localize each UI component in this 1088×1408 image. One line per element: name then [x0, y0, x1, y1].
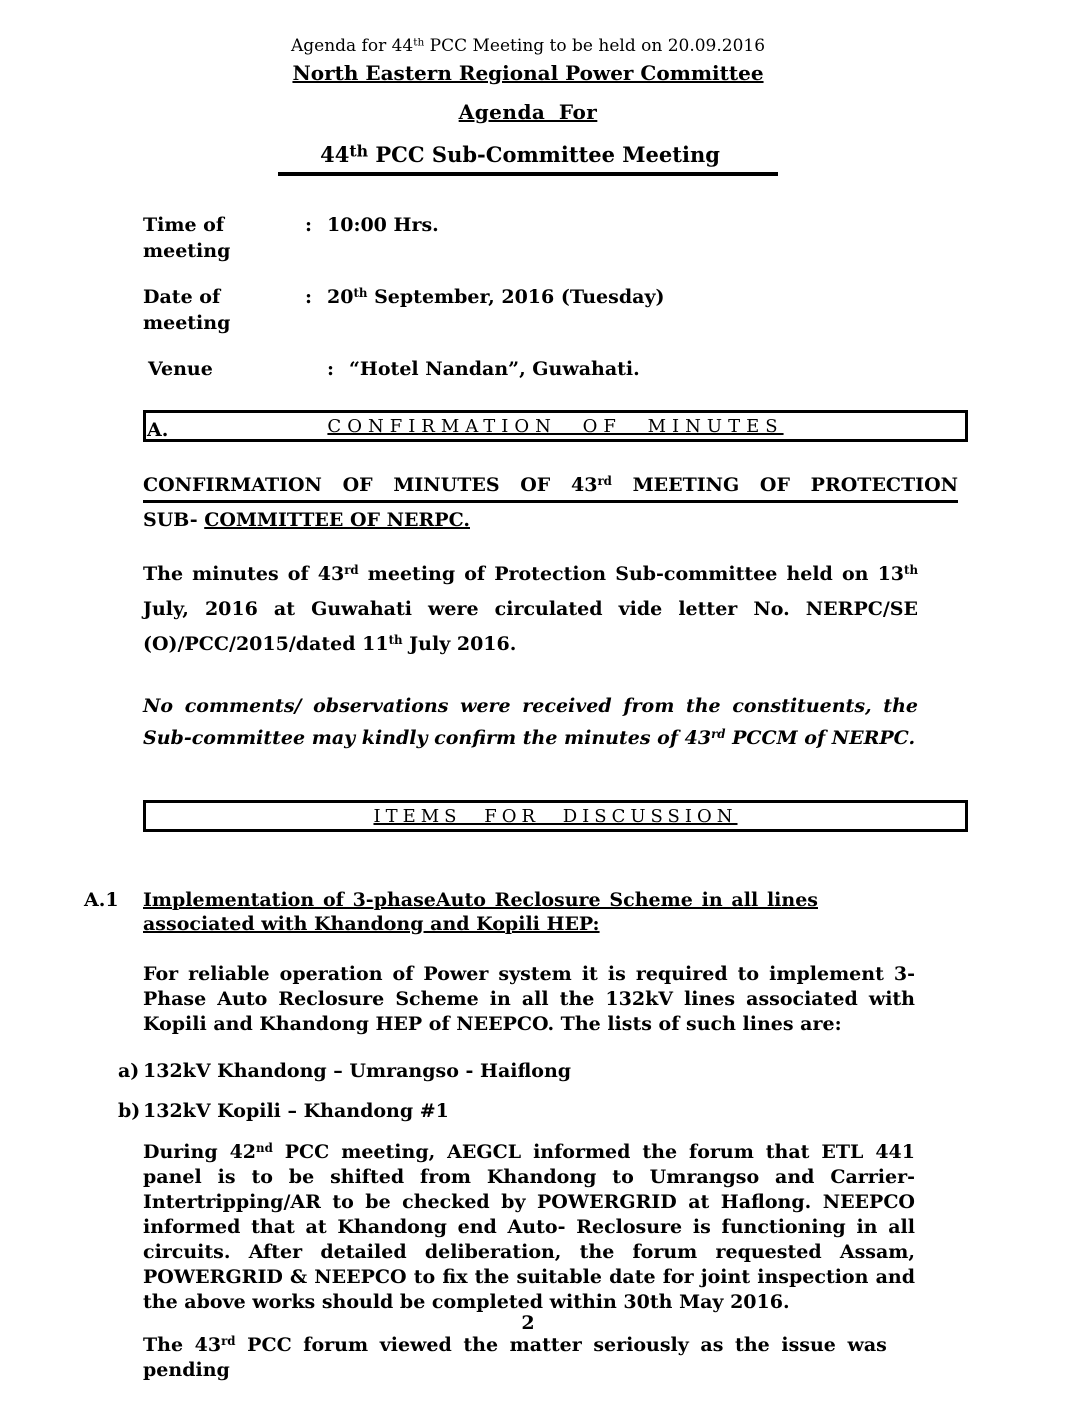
list-item: [118, 1059, 913, 1084]
item-a1-heading-block: [84, 888, 913, 936]
item-a1-closing-paragraph: The 43rd PCC forum viewed the matter seriously as the issue was pending: [143, 1334, 887, 1381]
agenda-for-title: Agenda For: [458, 100, 598, 124]
item-a1-heading-line1: Implementation of 3-phaseAuto Reclosure Scheme in all lines: [143, 889, 818, 911]
meeting-time-separator: :: [305, 214, 313, 236]
list-item-text: 132kV Kopili – Khandong #1: [143, 1100, 449, 1122]
section-a-header-box: [143, 410, 968, 442]
org-title: North Eastern Regional Power Committee: [292, 61, 764, 85]
lines-list: [118, 1059, 913, 1124]
meeting-venue-separator: :: [327, 358, 335, 380]
list-item-text: 132kV Khandong – Umrangso - Haiflong: [143, 1060, 572, 1082]
item-a1-intro-paragraph: For reliable operation of Power system it is required to implement 3-Phase Auto Reclosure Scheme in all the 132kV lines associated with Kopili and Khandong HEP of NEEPCO. The lists of such lines are:: [143, 963, 915, 1035]
items-for-discussion-title: ITEMS FOR DISCUSSION: [373, 806, 738, 827]
meeting-date-separator: :: [305, 286, 313, 308]
meeting-info: [143, 212, 913, 382]
confirmation-heading-line2-underlined: COMMITTEE OF NERPC.: [204, 509, 470, 531]
meeting-time-label: Time of meeting: [143, 214, 231, 262]
no-comments-paragraph: No comments/ observations were received from the constituents, the Sub-committee may kindly confirm the minutes of 43rd PCCM of NERPC.: [143, 695, 918, 749]
running-header: Agenda for 44th PCC Meeting to be held on 20.09.2016: [290, 36, 766, 56]
meeting-date-row: [143, 284, 913, 336]
confirmation-heading-line1: CONFIRMATION OF MINUTES OF 43rd MEETING OF PROTECTION: [143, 472, 958, 503]
item-a1-history-paragraph: During 42nd PCC meeting, AEGCL informed the forum that ETL 441 panel is to be shifted from Khandong to Umrangso and Carrier-Intertripping/AR to be checked by POWERGRID at Haflong. NEEPCO informed that at Khandong end Auto- Reclosure is functioning in all circuits. After detailed deliberation, the forum requested Assam, POWERGRID & NEEPCO to fix the suitable date for joint inspection and the above works should be completed within 30th May 2016.: [143, 1141, 915, 1313]
meeting-title-row: [143, 140, 913, 176]
page-number: 2: [521, 1312, 535, 1334]
meeting-title: 44th PCC Sub-Committee Meeting: [278, 140, 778, 176]
confirmation-heading-line2-prefix: SUB-: [143, 509, 205, 531]
meeting-time-value: 10:00 Hrs.: [327, 214, 439, 236]
section-a-title: CONFIRMATION OF MINUTES: [327, 416, 784, 437]
item-a1-heading-line2: associated with Khandong and Kopili HEP:: [143, 913, 600, 935]
list-item-marker: a): [118, 1060, 140, 1082]
confirmation-heading-line2: [143, 505, 913, 535]
confirmation-heading: [143, 472, 958, 535]
section-a-label: A.: [147, 419, 169, 441]
confirmation-paragraph: The minutes of 43rd meeting of Protection Sub-committee held on 13th July, 2016 at Guwahati were circulated vide letter No. NERPC/SE (O)/PCC/2015/dated 11th July 2016.: [143, 563, 919, 655]
item-a1-heading: [143, 888, 818, 936]
items-for-discussion-box: [143, 800, 968, 832]
meeting-time-row: [143, 212, 913, 264]
item-a1-number: A.1: [84, 889, 119, 911]
meeting-date-value: 20th September, 2016 (Tuesday): [327, 286, 665, 308]
meeting-venue-value: “Hotel Nandan”, Guwahati.: [349, 358, 640, 380]
list-item: [118, 1099, 913, 1124]
meeting-date-label: Date of meeting: [143, 286, 231, 334]
meeting-venue-row: [143, 356, 913, 382]
list-item-marker: b): [118, 1100, 141, 1122]
meeting-venue-label: Venue: [148, 358, 213, 380]
